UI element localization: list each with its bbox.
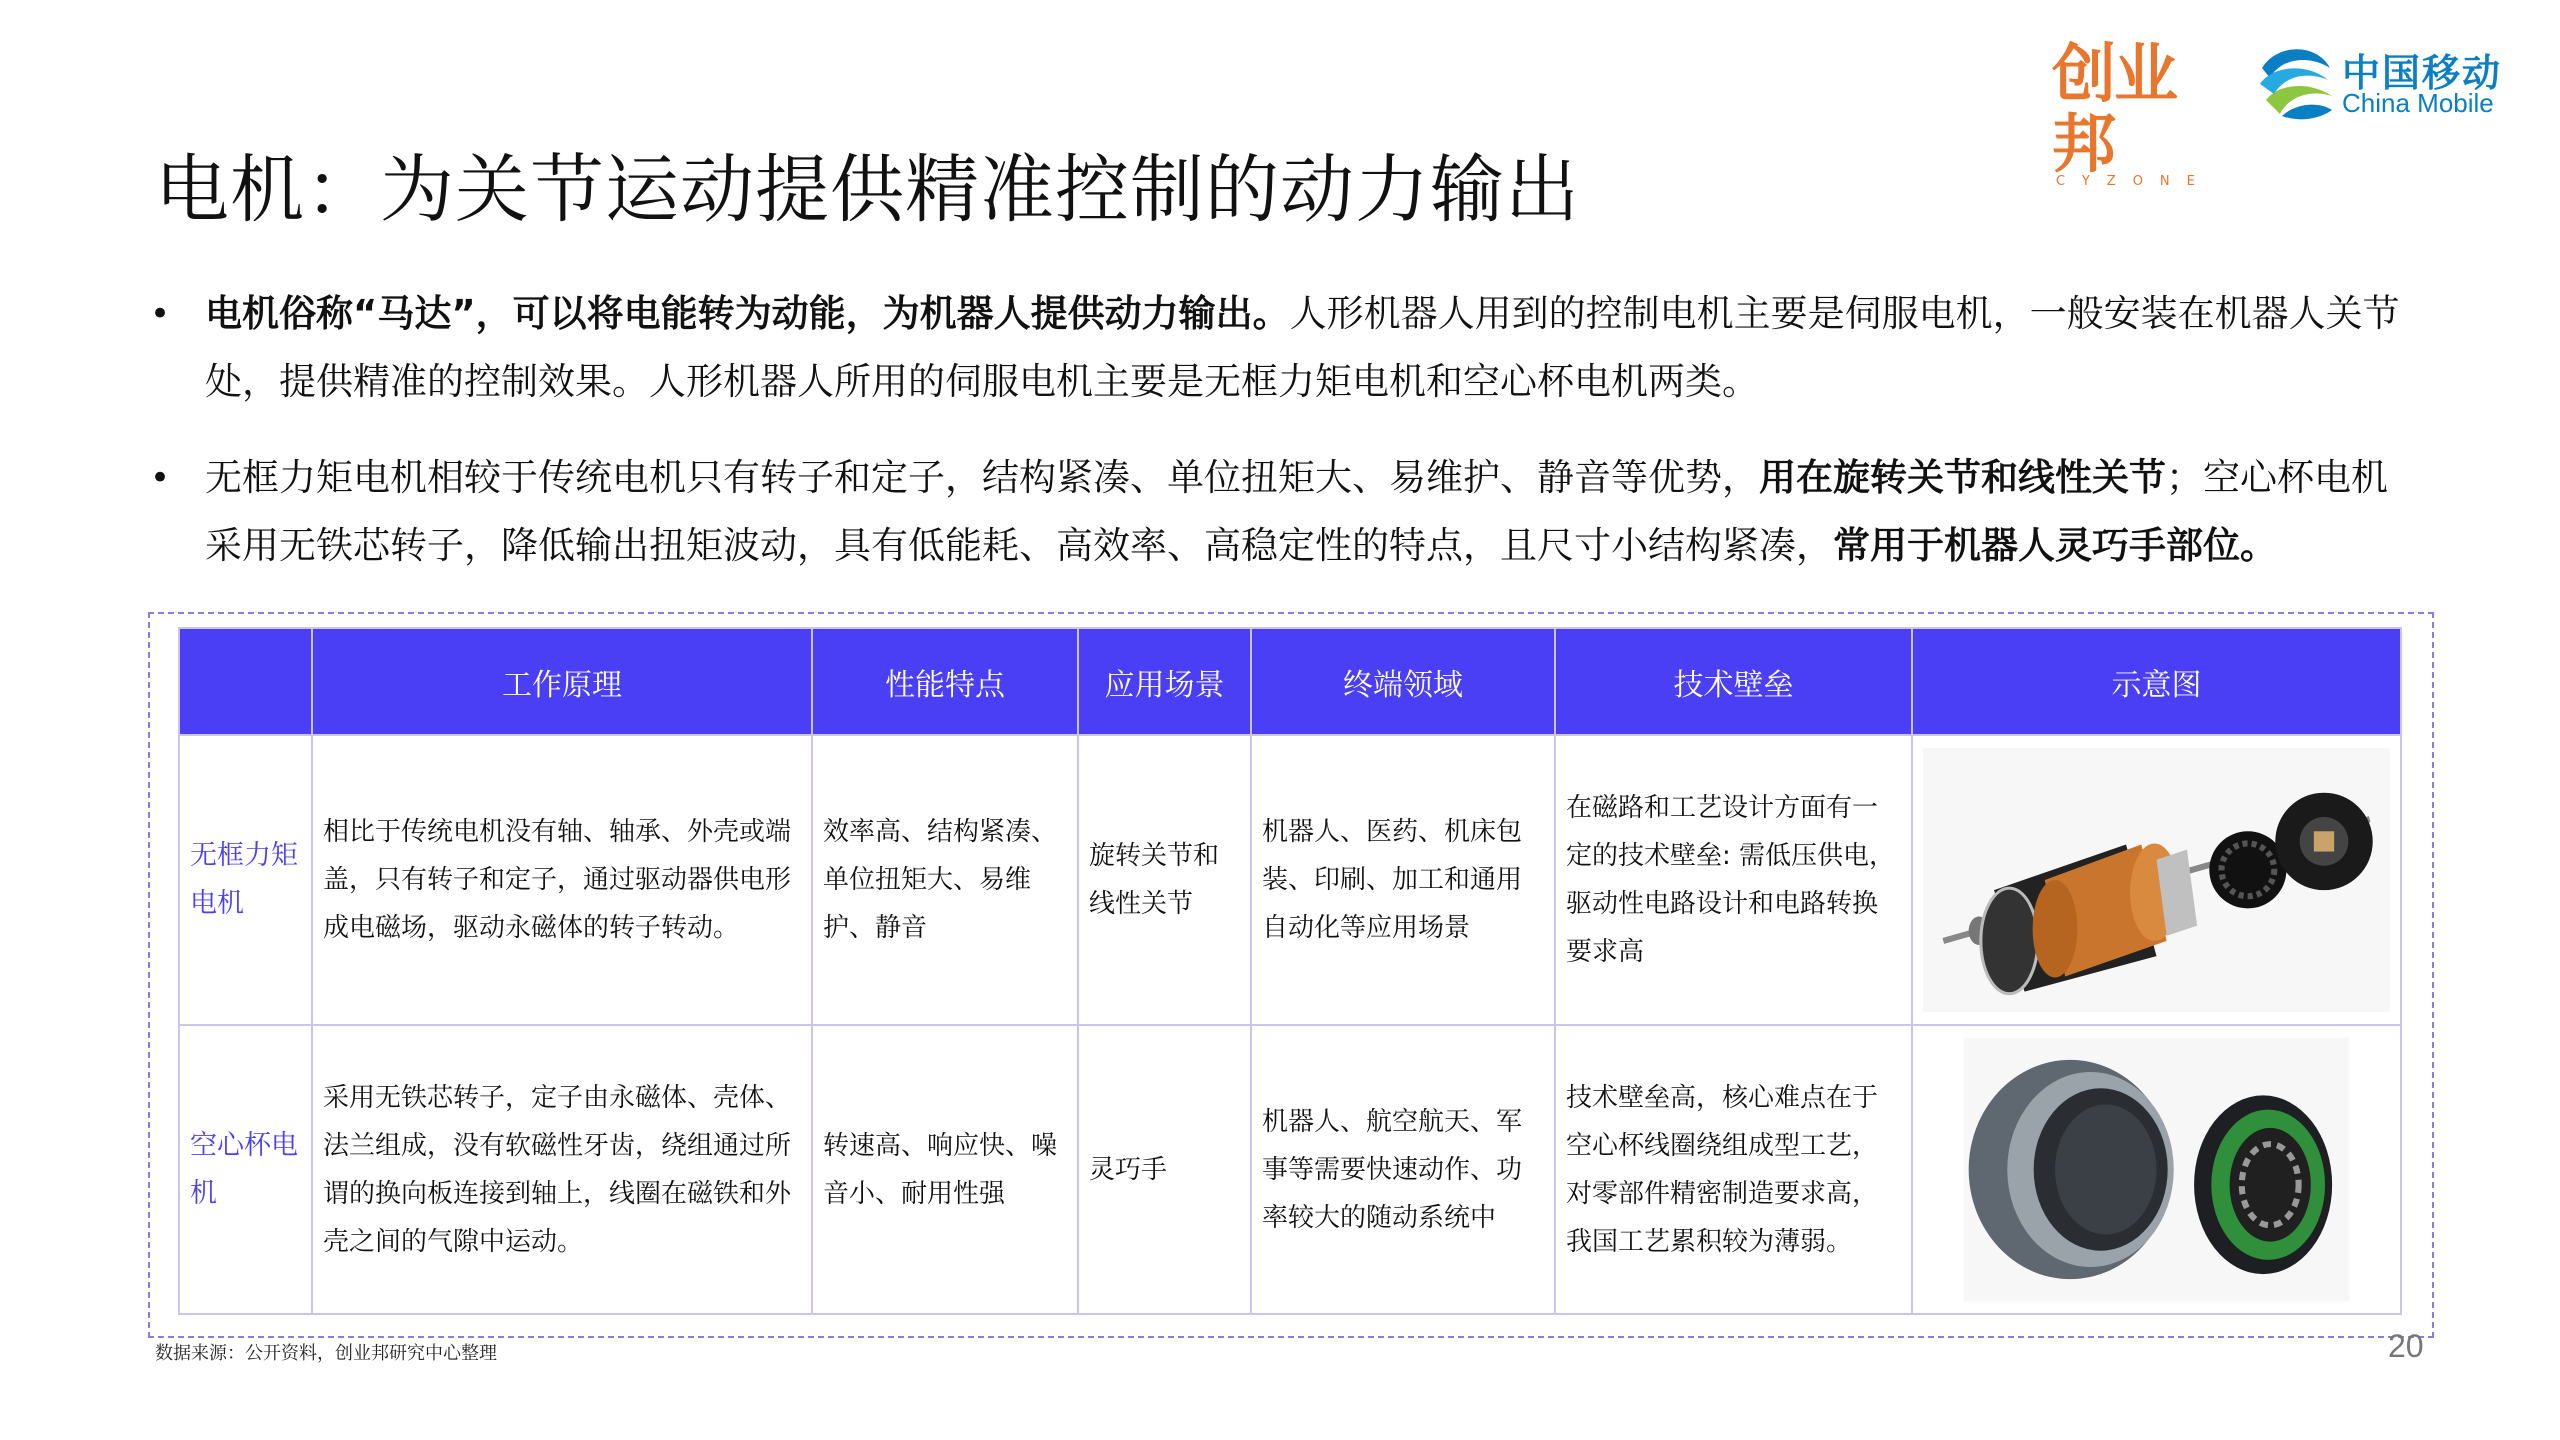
bullet-dot: • bbox=[150, 294, 171, 334]
china-mobile-swirl-icon bbox=[2252, 38, 2336, 122]
table-row bbox=[179, 735, 2401, 1025]
bullet-bold-text: 常用于机器人灵巧手部位。 bbox=[1833, 524, 2277, 567]
table-cell: 旋转关节和线性关节 bbox=[1078, 735, 1251, 1025]
bullet-dot: • bbox=[150, 458, 171, 498]
bullet-item bbox=[150, 280, 2410, 416]
table-cell: 技术壁垒高，核心难点在于空心杯线圈绕组成型工艺，对零部件精密制造要求高，我国工艺累积较为薄弱。 bbox=[1555, 1025, 1912, 1314]
bullet-text: 人形机器人用到的控制电机主要是伺服电机，一般安装在机器人关节处，提供精准的控制效果。人形机器人所用的伺服电机主要是无框力矩电机和空心杯电机两类。 bbox=[205, 292, 2400, 403]
data-source-note: 数据来源：公开资料，创业邦研究中心整理 bbox=[155, 1343, 497, 1364]
bullet-item bbox=[150, 444, 2410, 580]
header-cell: 工作原理 bbox=[312, 628, 812, 735]
header-cell bbox=[179, 628, 312, 735]
bullet-bold-text: 用在旋转关节和线性关节 bbox=[1759, 456, 2166, 499]
table-cell: 转速高、响应快、噪音小、耐用性强 bbox=[812, 1025, 1078, 1314]
table-cell: 机器人、医药、机床包装、印刷、加工和通用自动化等应用场景 bbox=[1251, 735, 1555, 1025]
bullet-text: ；空心杯电机采用无铁芯转子，降低输出扭矩波动，具有低能耗、高效率、高稳定性的特点，且尺寸小结构紧凑， bbox=[205, 456, 2388, 567]
table-cell: 机器人、航空航天、军事等需要快速动作、功率较大的随动系统中 bbox=[1251, 1025, 1555, 1314]
table-cell: 相比于传统电机没有轴、轴承、外壳或端盖，只有转子和定子，通过驱动器供电形成电磁场，驱动永磁体的转子转动。 bbox=[312, 735, 812, 1025]
table-cell: 灵巧手 bbox=[1078, 1025, 1251, 1314]
table-header-row bbox=[179, 628, 2401, 735]
table-cell: 效率高、结构紧凑、单位扭矩大、易维护、静音 bbox=[812, 735, 1078, 1025]
table-cell: 在磁路和工艺设计方面有一定的技术壁垒: 需低压供电，驱动性电路设计和电路转换要求高 bbox=[1555, 735, 1912, 1025]
header-cell: 性能特点 bbox=[812, 628, 1078, 735]
frameless-torque-motor-image bbox=[1923, 736, 2390, 1024]
coreless-cup-motor-image bbox=[1923, 1026, 2390, 1313]
header-cell: 技术壁垒 bbox=[1555, 628, 1912, 735]
diagram-cell bbox=[1912, 1025, 2401, 1314]
bullet-list bbox=[150, 280, 2410, 608]
page-title: 电机：为关节运动提供精准控制的动力输出 bbox=[155, 147, 1580, 233]
table-cell: 采用无铁芯转子，定子由永磁体、壳体、法兰组成，没有软磁性牙齿，绕组通过所谓的换向板连接到轴上，线圈在磁铁和外壳之间的气隙中运动。 bbox=[312, 1025, 812, 1314]
bullet-text: 无框力矩电机相较于传统电机只有转子和定子，结构紧凑、单位扭矩大、易维护、静音等优势， bbox=[205, 456, 1759, 499]
header-cell: 应用场景 bbox=[1078, 628, 1251, 735]
motor-comparison-table bbox=[178, 627, 2402, 1315]
diagram-cell bbox=[1912, 735, 2401, 1025]
bullet-bold-text: 电机俗称“马达”，可以将电能转为动能，为机器人提供动力输出。 bbox=[205, 292, 1290, 335]
cyzone-logo: 创业邦 CYZONE bbox=[2052, 38, 2212, 189]
row-label: 无框力矩电机 bbox=[179, 735, 312, 1025]
row-label: 空心杯电机 bbox=[179, 1025, 312, 1314]
table-row bbox=[179, 1025, 2401, 1314]
header-cell: 示意图 bbox=[1912, 628, 2401, 735]
china-mobile-logo: 中国移动 China Mobile bbox=[2252, 38, 2522, 124]
page-number: 20 bbox=[2388, 1328, 2424, 1364]
header-cell: 终端领域 bbox=[1251, 628, 1555, 735]
